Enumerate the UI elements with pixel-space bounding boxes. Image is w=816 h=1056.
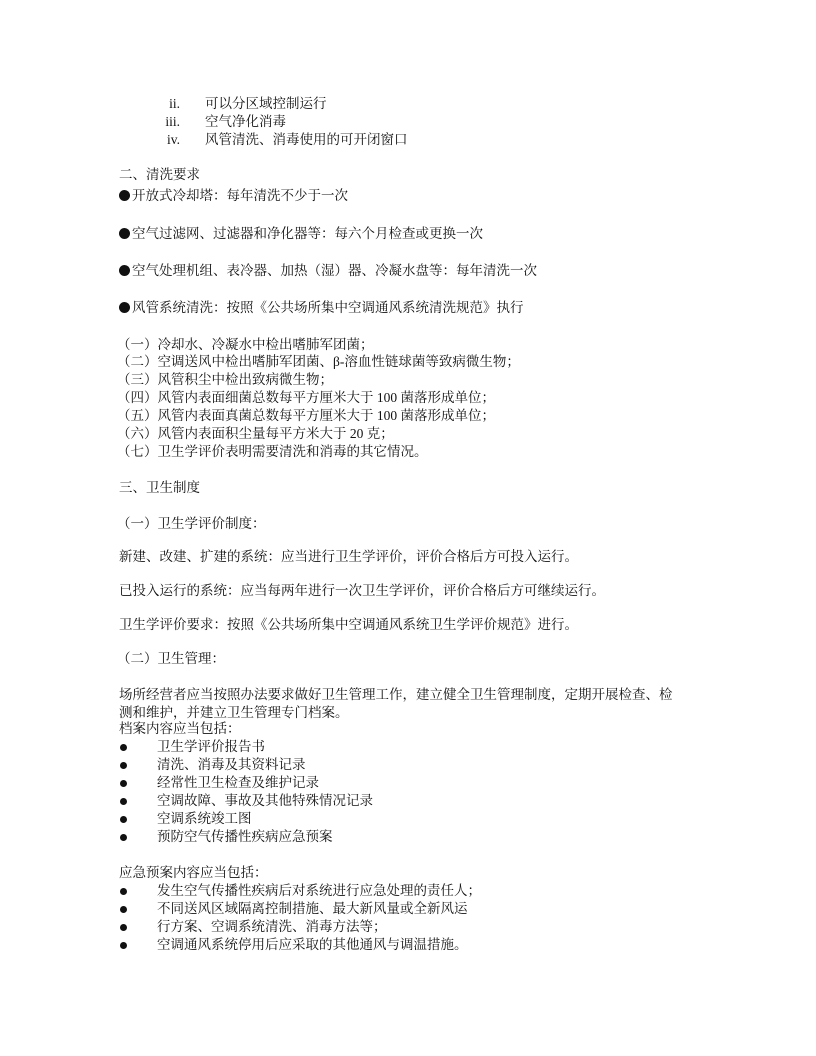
bullet-text: 空气处理机组、表冷器、加热（湿）器、冷凝水盘等：每年清洗一次	[132, 263, 537, 278]
paragraph-line: 场所经营者应当按照办法要求做好卫生管理工作，建立健全卫生管理制度，定期开展检查、检	[119, 687, 673, 702]
bullet-paragraph	[119, 299, 524, 317]
paragraph-line: 测和维护，并建立卫生管理专门档案。	[119, 705, 349, 720]
bullet-icon	[119, 228, 130, 239]
bullet-icon	[120, 762, 127, 769]
condition-item: （六）风管内表面积尘量每平方米大于 20 克；	[117, 426, 394, 441]
list-item-text: 行方案、空调系统清洗、消毒方法等；	[157, 919, 387, 934]
bullet-paragraph	[119, 187, 348, 205]
list-item-text: 空调通风系统停用后应采取的其他通风与调温措施。	[157, 937, 468, 952]
bullet-icon	[120, 780, 127, 787]
condition-item: （七）卫生学评价表明需要清洗和消毒的其它情况。	[117, 444, 428, 459]
subsection-heading: （二）卫生管理：	[117, 651, 225, 666]
roman-numeral: ii.	[169, 96, 180, 111]
list-item-text: 清洗、消毒及其资料记录	[157, 757, 306, 772]
bullet-text: 风管系统清洗：按照《公共场所集中空调通风系统清洗规范》执行	[132, 300, 524, 315]
bullet-icon	[120, 906, 127, 913]
paragraph: 新建、改建、扩建的系统：应当进行卫生学评价，评价合格后方可投入运行。	[119, 549, 578, 564]
list-intro: 应急预案内容应当包括：	[119, 865, 268, 880]
list-item-text: 空调故障、事故及其他特殊情况记录	[157, 793, 373, 808]
list-item-text: 经常性卫生检查及维护记录	[157, 775, 319, 790]
bullet-text: 空气过滤网、过滤器和净化器等：每六个月检查或更换一次	[132, 226, 483, 241]
bullet-paragraph	[119, 262, 537, 280]
bullet-icon	[120, 942, 127, 949]
condition-item: （三）风管积尘中检出致病微生物；	[117, 372, 333, 387]
condition-item: （五）风管内表面真菌总数每平方厘米大于 100 菌落形成单位；	[117, 408, 495, 423]
bullet-paragraph	[119, 225, 483, 243]
bullet-icon	[120, 834, 127, 841]
list-item-text: 空调系统竣工图	[157, 811, 252, 826]
paragraph: 已投入运行的系统：应当每两年进行一次卫生学评价，评价合格后方可继续运行。	[119, 583, 605, 598]
bullet-text: 开放式冷却塔：每年清洗不少于一次	[132, 188, 348, 203]
list-item-text: 不同送风区域隔离控制措施、最大新风量或全新风运	[157, 901, 468, 916]
list-intro: 档案内容应当包括：	[119, 721, 241, 736]
list-item-text: 卫生学评价报告书	[157, 739, 265, 754]
bullet-icon	[119, 265, 130, 276]
condition-item: （二）空调送风中检出嗜肺军团菌、β-溶血性链球菌等致病微生物；	[117, 354, 520, 369]
bullet-icon	[120, 798, 127, 805]
roman-numeral: iv.	[167, 132, 180, 147]
section-heading: 三、卫生制度	[119, 480, 200, 495]
bullet-icon	[120, 924, 127, 931]
section-heading: 二、清洗要求	[119, 167, 200, 182]
list-item-text: 预防空气传播性疾病应急预案	[157, 829, 333, 844]
bullet-icon	[120, 816, 127, 823]
roman-item-text: 空气净化消毒	[205, 114, 286, 129]
subsection-heading: （一）卫生学评价制度：	[117, 516, 266, 531]
condition-item: （一）冷却水、冷凝水中检出嗜肺军团菌；	[117, 337, 374, 352]
roman-numeral: iii.	[165, 114, 180, 129]
bullet-icon	[119, 302, 130, 313]
roman-item-text: 可以分区域控制运行	[205, 96, 327, 111]
roman-item-text: 风管清洗、消毒使用的可开闭窗口	[205, 132, 408, 147]
list-item-text: 发生空气传播性疾病后对系统进行应急处理的责任人；	[157, 883, 481, 898]
condition-item: （四）风管内表面细菌总数每平方厘米大于 100 菌落形成单位；	[117, 390, 495, 405]
bullet-icon	[120, 888, 127, 895]
paragraph: 卫生学评价要求：按照《公共场所集中空调通风系统卫生学评价规范》进行。	[119, 617, 578, 632]
bullet-icon	[119, 190, 130, 201]
bullet-icon	[120, 744, 127, 751]
